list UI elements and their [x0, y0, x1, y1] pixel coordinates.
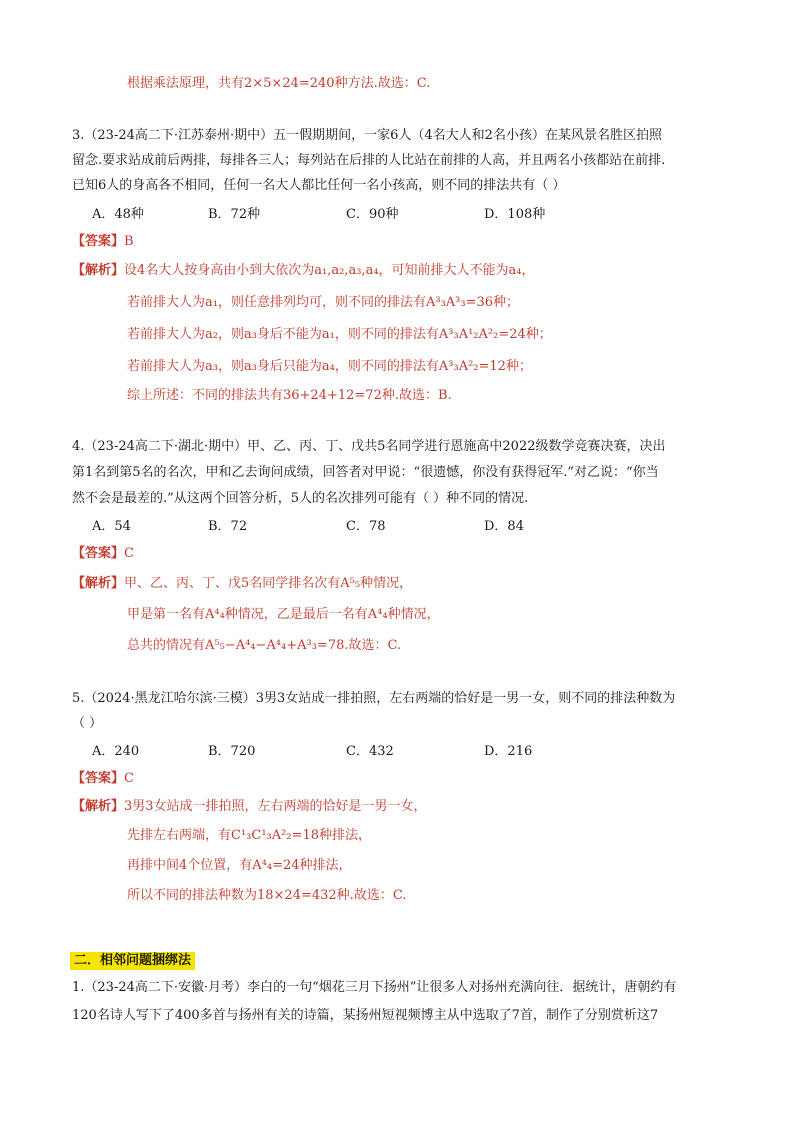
- q3-option-c: C．90种: [346, 207, 399, 222]
- q4-stem-line2: 第1名到第5名的名次，甲和乙去询问成绩，回答者对甲说：“很遗憾，你没有获得冠军.”对乙说：“你当: [72, 465, 659, 480]
- q3-answer-value: B: [124, 234, 134, 249]
- q3-analysis-line5: 综上所述：不同的排法共有36+24+12=72种.故选：B.: [127, 388, 452, 403]
- q4-answer: [72, 544, 134, 564]
- q5-stem-line1: 5.（2024·黑龙江哈尔滨·三模）3男3女站成一排拍照，左右两端的恰好是一男一女，则不同的排法种数为: [72, 691, 676, 706]
- q5-option-a: A．240: [92, 744, 140, 759]
- q4-stem-line3: 然不会是最差的.”从这两个回答分析，5人的名次排列可能有（ ）种不同的情况.: [72, 491, 529, 506]
- q5-analysis-line1: 【解析】3男3女站成一排拍照，左右两端的恰好是一男一女，: [72, 799, 427, 814]
- q3-analysis-line1: 【解析】设4名大人按身高由小到大依次为a₁,a₂,a₃,a₄，可知前排大人不能为a₄，: [72, 263, 535, 278]
- q3-answer: [72, 232, 134, 252]
- q4-analysis-line2: 甲是第一名有A⁴₄种情况，乙是最后一名有A⁴₄种情况，: [127, 607, 440, 622]
- q5-analysis-line3: 再排中间4个位置，有A⁴₄=24种排法，: [127, 858, 352, 873]
- q3-option-b: B．72种: [208, 207, 261, 222]
- q4-stem-line1: 4.（23-24高二下·湖北·期中）甲、乙、丙、丁、戊共5名同学进行恩施高中2022级数学竞赛决赛，决出: [72, 439, 666, 454]
- analysis-tag: 【解析】: [72, 799, 125, 814]
- q4-option-d: D．84: [484, 519, 524, 534]
- q5-option-c: C．432: [346, 744, 394, 759]
- q4-analysis-line1: 【解析】甲、乙、丙、丁、戊5名同学排名次有A⁵₅种情况，: [72, 576, 413, 591]
- answer-tag: 【答案】: [72, 234, 125, 249]
- analysis-tag: 【解析】: [72, 576, 125, 591]
- q4-option-a: A．54: [92, 519, 131, 534]
- q4-analysis-line3: 总共的情况有A⁵₅−A⁴₄−A⁴₄+A³₃=78.故选：C.: [127, 638, 402, 653]
- section-title: 二．相邻问题捆绑法: [70, 952, 195, 970]
- q5-answer: [72, 769, 134, 789]
- q3-analysis-line4: 若前排大人为a₃，则a₃身后只能为a₄，则不同的排法有A³₃A²₂=12种；: [127, 359, 532, 374]
- q3-stem-line2: 留念.要求站成前后两排，每排各三人；每列站在后排的人比站在前排的人高，并且两名小孩都站在前排.: [72, 153, 666, 168]
- q3-option-a: A．48种: [92, 207, 144, 222]
- q3-option-d: D．108种: [484, 207, 546, 222]
- q4-answer-value: C: [124, 546, 134, 561]
- q5-answer-value: C: [124, 771, 134, 786]
- q5-stem-line2: （ ）: [72, 716, 103, 731]
- q5-analysis-line4: 所以不同的排法种数为18×24=432种.故选：C.: [127, 888, 407, 903]
- q3-stem-line3: 已知6人的身高各不相同，任何一名大人都比任何一名小孩高，则不同的排法共有（ ）: [72, 178, 566, 193]
- q3-analysis-line3: 若前排大人为a₂，则a₃身后不能为a₁，则不同的排法有A³₃A¹₂A²₂=24种；: [127, 327, 552, 342]
- answer-tag: 【答案】: [72, 771, 125, 786]
- prev-solution-end: 根据乘法原理，共有2×5×24=240种方法.故选：C.: [127, 76, 431, 91]
- answer-tag: 【答案】: [72, 546, 125, 561]
- q5-option-b: B．720: [208, 744, 256, 759]
- q6-stem-line2: 120名诗人写下了400多首与扬州有关的诗篇，某扬州短视频博主从中选取了7首，制作了分别赏析这7: [72, 1008, 659, 1023]
- q5-option-d: D．216: [484, 744, 533, 759]
- analysis-tag: 【解析】: [72, 263, 125, 278]
- q4-option-c: C．78: [346, 519, 386, 534]
- q4-option-b: B．72: [208, 519, 248, 534]
- q6-stem-line1: 1.（23-24高二下·安徽·月考）李白的一句“烟花三月下扬州”让很多人对扬州充满向往．据统计，唐朝约有: [72, 980, 677, 995]
- q5-analysis-line2: 先排左右两端，有C¹₃C¹₃A²₂=18种排法，: [127, 828, 371, 843]
- q3-stem-line1: 3.（23-24高二下·江苏泰州·期中）五一假期期间，一家6人（4名大人和2名小孩）在某风景名胜区拍照: [72, 128, 662, 143]
- q3-analysis-line2: 若前排大人为a₁，则任意排列均可，则不同的排法有A³₃A³₃=36种；: [127, 295, 520, 310]
